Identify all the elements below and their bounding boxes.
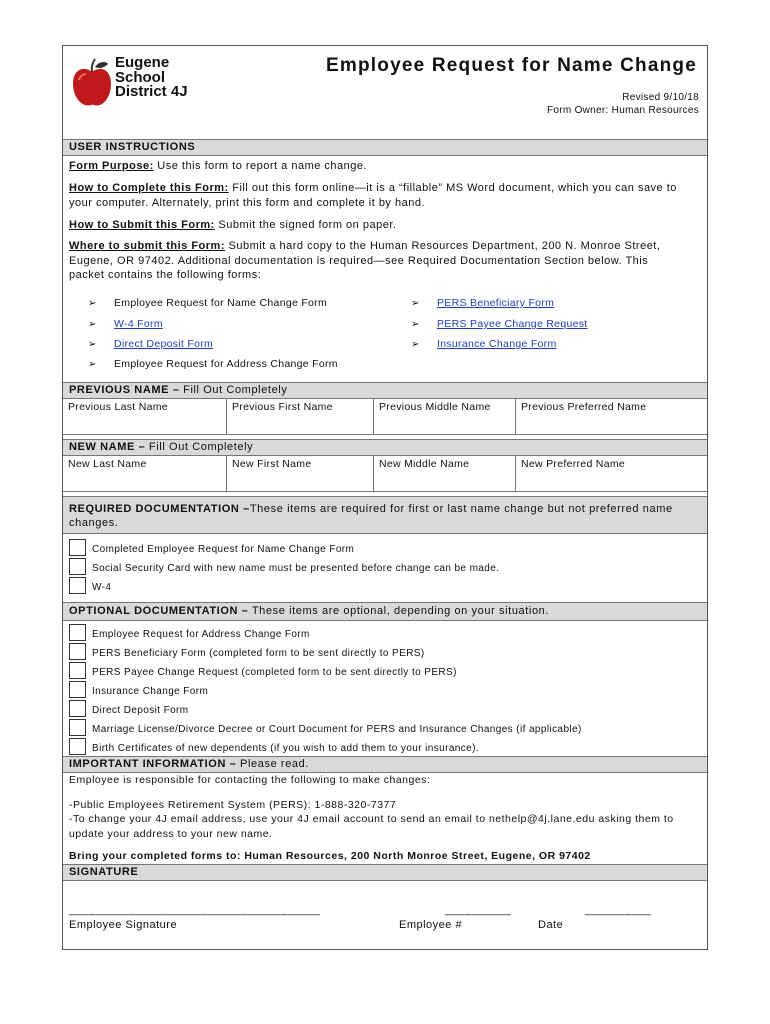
user-instructions-title: USER INSTRUCTIONS [69,141,196,153]
employee-signature-line[interactable]: ______________________________________ [69,904,321,916]
field-label: Previous Preferred Name [521,401,647,413]
new-last-name-field[interactable] [63,456,227,491]
forms-list-item [411,338,557,350]
previous-name-header [63,382,707,399]
new-preferred-name-field[interactable] [516,456,707,491]
signature-header [63,864,707,881]
form-owner: Form Owner: Human Resources [546,105,699,116]
arrow-bullet-icon: ➢ [88,339,97,350]
logo-line-1: Eugene [115,54,170,71]
email-change-instructions: -To change your 4J email address, use your 4J email account to send an email to nethelp@4j.lane.edu asking them to update your address to your new name. [69,813,674,840]
forms-list-item [411,318,588,330]
checkbox-optional-pers-beneficiary[interactable] [69,643,86,660]
previous-name-note: Fill Out Completely [179,384,288,396]
how-to-submit-text: Submit the signed form on paper. [214,219,397,231]
forms-list-item [88,358,338,370]
pers-payee-change-link[interactable]: PERS Payee Change Request [437,318,588,330]
arrow-bullet-icon: ➢ [88,298,97,309]
arrow-bullet-icon: ➢ [88,359,97,370]
field-label: New First Name [232,458,312,470]
forms-list-item [411,297,554,309]
new-name-note: Fill Out Completely [145,441,254,453]
forms-list-item [88,338,213,350]
how-to-complete-label: How to Complete this Form: [69,182,229,194]
new-name-header [63,439,707,456]
pers-contact: -Public Employees Retirement System (PERS): 1-888-320-7377 [69,799,397,811]
optional-documentation-header [63,602,707,621]
checkbox-optional-direct-deposit[interactable] [69,700,86,717]
district-logo [71,56,201,111]
checkbox-label: Social Security Card with new name must be presented before change can be made. [92,563,500,574]
important-information-note: Please read. [236,758,310,770]
checkbox-optional-insurance-change[interactable] [69,681,86,698]
arrow-bullet-icon: ➢ [411,298,420,309]
form-name: Employee Request for Name Change Form [114,297,328,309]
important-intro: Employee is responsible for contacting the following to make changes: [69,774,431,786]
direct-deposit-form-link[interactable]: Direct Deposit Form [114,338,214,350]
employee-signature-label: Employee Signature [69,919,178,931]
checkbox-label: PERS Payee Change Request (completed form to be sent directly to PERS) [92,667,457,678]
checkbox-required-name-change-form[interactable] [69,539,86,556]
form-purpose-label: Form Purpose: [69,160,154,172]
important-information-title: IMPORTANT INFORMATION – [69,758,237,770]
optional-documentation-title: OPTIONAL DOCUMENTATION – [69,605,249,617]
checkbox-optional-pers-payee[interactable] [69,662,86,679]
arrow-bullet-icon: ➢ [411,319,420,330]
previous-name-title: PREVIOUS NAME – [69,384,180,396]
checkbox-label: Birth Certificates of new dependents (if you wish to add them to your insurance). [92,743,480,754]
field-label: Previous Middle Name [379,401,491,413]
checkbox-optional-marriage-license[interactable] [69,719,86,736]
forms-list-item [88,297,327,309]
w4-form-link[interactable]: W-4 Form [114,318,163,330]
checkbox-label: Marriage License/Divorce Decree or Court Document for PERS and Insurance Changes (if applicable) [92,724,582,735]
form-purpose [69,159,699,174]
new-first-name-field[interactable] [227,456,374,491]
checkbox-label: Direct Deposit Form [92,705,189,716]
logo-line-2: School [115,68,166,86]
revised-date: Revised 9/10/18 [622,92,699,103]
checkbox-label: Employee Request for Address Change Form [92,629,310,640]
where-to-submit-label: Where to submit this Form: [69,240,225,252]
important-information-header [63,756,707,773]
checkbox-optional-birth-certificates[interactable] [69,738,86,755]
how-to-complete-text: Fill out this form online—it is a “fillable” MS Word document, which you can save to your computer. Alternately, print this form and complete it by hand. [69,182,677,209]
insurance-change-form-link[interactable]: Insurance Change Form [437,338,557,350]
previous-last-name-field[interactable] [63,399,227,434]
new-name-title: NEW NAME – [69,441,146,453]
field-label: Previous First Name [232,401,333,413]
checkbox-label: W-4 [92,582,112,593]
employee-number-label: Employee # [399,919,463,931]
new-name-row [63,456,707,492]
required-documentation-header [63,496,707,534]
logo-line-3: District 4J [115,83,188,100]
previous-preferred-name-field[interactable] [516,399,707,434]
date-label: Date [538,919,564,931]
where-to-submit [69,239,679,283]
field-label: New Preferred Name [521,458,626,470]
signature-title: SIGNATURE [69,866,139,878]
previous-first-name-field[interactable] [227,399,374,434]
bring-forms-instruction: Bring your completed forms to: Human Resources, 200 North Monroe Street, Eugene, OR 97402 [69,850,591,862]
checkbox-required-ssn-card[interactable] [69,558,86,575]
checkbox-label: PERS Beneficiary Form (completed form to be sent directly to PERS) [92,648,425,659]
user-instructions-header [63,139,707,156]
optional-documentation-note: These items are optional, depending on your situation. [248,605,550,617]
how-to-submit [69,218,699,233]
checkbox-label: Completed Employee Request for Name Change Form [92,544,355,555]
form-purpose-text: Use this form to report a name change. [153,160,368,172]
apple-logo-icon [71,58,113,110]
new-middle-name-field[interactable] [374,456,516,491]
previous-middle-name-field[interactable] [374,399,516,434]
pers-beneficiary-form-link[interactable]: PERS Beneficiary Form [437,297,555,309]
district-name [115,56,188,100]
form-title: Employee Request for Name Change [326,55,697,76]
where-to-submit-text: Submit a hard copy to the Human Resources Department, 200 N. Monroe Street, Eugene, OR 97402. Additional documentation is required—see Required Documentation Section below. This packet contains the following forms: [69,240,661,281]
field-label: New Middle Name [379,458,470,470]
checkbox-label: Insurance Change Form [92,686,209,697]
arrow-bullet-icon: ➢ [411,339,420,350]
form-name: Employee Request for Address Change Form [114,358,338,370]
forms-list-item [88,318,163,330]
required-documentation-note: These items are required for first or last name change but not preferred name changes. [69,503,673,529]
how-to-submit-label: How to Submit this Form: [69,219,215,231]
field-label: New Last Name [68,458,147,470]
how-to-complete [69,181,699,210]
previous-name-row [63,399,707,435]
required-documentation-title: REQUIRED DOCUMENTATION – [69,503,250,515]
form-page [62,45,708,950]
employee-number-line[interactable]: __________ [445,904,512,916]
arrow-bullet-icon: ➢ [88,319,97,330]
checkbox-required-w4[interactable] [69,577,86,594]
checkbox-optional-address-change[interactable] [69,624,86,641]
field-label: Previous Last Name [68,401,168,413]
date-line[interactable]: __________ [585,904,652,916]
